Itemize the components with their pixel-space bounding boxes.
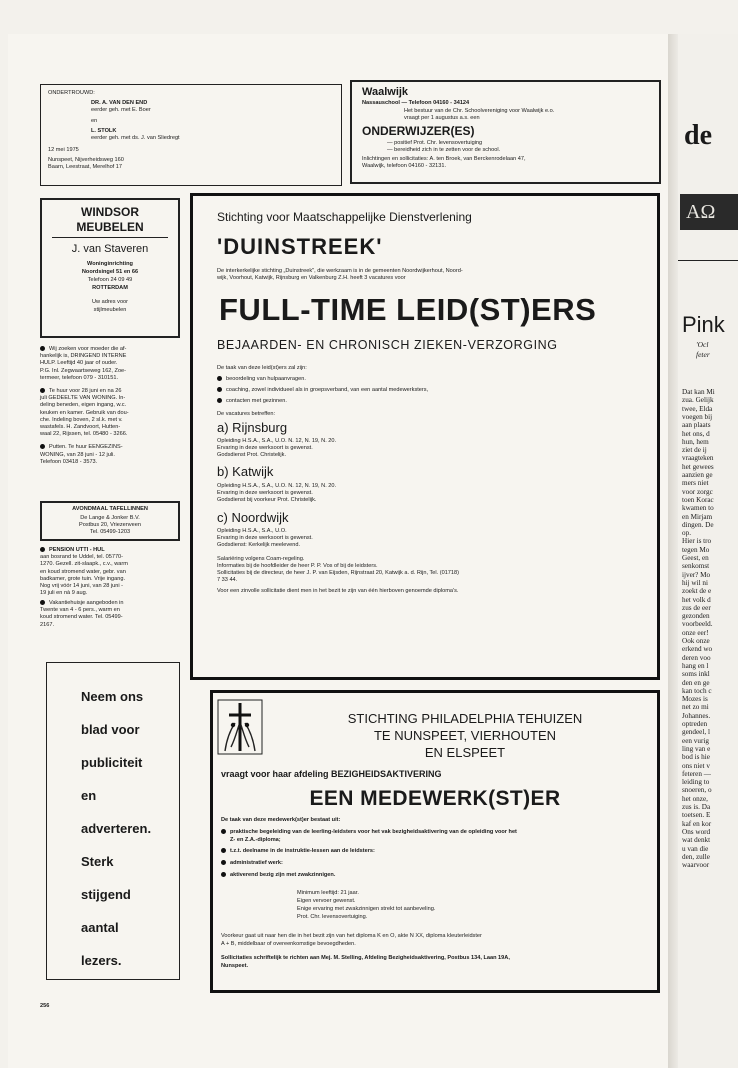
groom-note: eerder geh. met E. Boer bbox=[91, 107, 151, 113]
duinstreek-task: De taak van deze leid(st)ers zal zijn: bbox=[217, 365, 307, 371]
wedding-date: 12 mei 1975 bbox=[48, 147, 79, 153]
right-article-line: voor zorgc bbox=[682, 487, 713, 496]
right-article-line: tegen Mo bbox=[682, 545, 710, 554]
classified-2-line: deling beneden, eigen ingang, w.c. bbox=[40, 402, 127, 409]
right-article-line: optreden bbox=[682, 720, 708, 728]
right-article-line: leiding to bbox=[682, 778, 710, 787]
right-article-line: soms inkl bbox=[682, 670, 710, 679]
address-2: Baarn, Leestraat, Merelhof 17 bbox=[48, 164, 123, 170]
philadelphia-bullet-1b: Z- en Z.A.-diploma; bbox=[230, 837, 281, 843]
right-article-line: ijver? Mo bbox=[682, 570, 711, 579]
duinstreek-headline: FULL-TIME LEID(ST)ERS bbox=[219, 292, 597, 327]
right-article-line: Johannes. bbox=[682, 711, 711, 720]
classified-bullet bbox=[40, 444, 45, 449]
neem-ons-line: blad voor bbox=[81, 722, 140, 737]
right-article-line: het onze, bbox=[682, 794, 708, 803]
vakantie-bullet bbox=[40, 600, 45, 605]
windsor-l5: Uw adres voor bbox=[91, 299, 129, 305]
right-sub1: 'Ocl bbox=[696, 340, 709, 349]
classified-1-line: termeer, telefoon 079 - 310151. bbox=[40, 374, 119, 381]
vacancy-b2: Ervaring in deze werksoort is gewenst. bbox=[217, 490, 313, 496]
duinstreek-info: Informaties bij de hoofdleider de heer P. P. Vos of bij de leidsters. bbox=[217, 563, 378, 569]
vacancy-b: b) Katwijk bbox=[217, 464, 274, 479]
right-article-line: wat denkt bbox=[682, 836, 711, 845]
right-article-line: mers niet bbox=[682, 479, 709, 488]
waalwijk-title: Waalwijk bbox=[362, 86, 409, 98]
vacancy-a1: Opleiding H.S.A., S.A., U.O. N. 12, N. 19, N. 20. bbox=[217, 438, 337, 444]
tafellinnen-l1: De Lange & Jonker B.V. bbox=[80, 515, 140, 521]
philadelphia-title1: STICHTING PHILADELPHIA TEHUIZEN bbox=[347, 711, 583, 726]
neem-ons-line: aantal bbox=[81, 920, 119, 935]
waalwijk-info2: Waalwijk, telefoon 04160 - 32131. bbox=[362, 163, 447, 169]
right-article-line: dingen. De bbox=[682, 520, 714, 529]
right-article-line: waarvoor bbox=[682, 861, 710, 870]
vacancy-c3: Godsdienst: Kerkelijk meelevend. bbox=[217, 542, 301, 548]
duinstreek-sollicitatie: Sollicitaties bij de directeur, de heer J. P. van Eijsden, Rijnstraat 20, Katwijk a. d. Rijn, Tel. (01718) bbox=[217, 570, 460, 576]
right-article-line: ons niet v bbox=[682, 761, 710, 770]
right-masthead: de bbox=[684, 120, 712, 151]
right-article-line: zoekt de e bbox=[682, 587, 712, 596]
duinstreek-name: 'DUINSTREEK' bbox=[217, 234, 383, 259]
classified-bullet bbox=[40, 346, 45, 351]
waalwijk-job: ONDERWIJZER(ES) bbox=[362, 124, 475, 138]
right-article-line: senkomst bbox=[682, 562, 710, 571]
right-article-line: zua. Gelijk bbox=[682, 396, 714, 405]
waalwijk-line1: Het bestuur van de Chr. Schoolvereniging voor Waalwijk e.o. bbox=[404, 108, 555, 114]
pension-bullet bbox=[40, 547, 45, 552]
windsor-name: J. van Staveren bbox=[71, 243, 149, 255]
right-article-line: net zo mi bbox=[682, 703, 709, 712]
vacancy-b3: Godsdienst bij voorkeur Prot. Christelijk. bbox=[217, 497, 317, 503]
vacancy-c1: Opleiding H.S.A., S.A., U.O. bbox=[217, 528, 287, 534]
vacancy-a2: Ervaring in deze werksoort is gewenst. bbox=[217, 445, 313, 451]
windsor-l4: ROTTERDAM bbox=[92, 285, 128, 291]
right-article-line: toetsen. E bbox=[682, 811, 711, 820]
windsor-l1: Woninginrichting bbox=[87, 261, 133, 267]
right-article-line: ziet de ij bbox=[682, 446, 707, 455]
right-article-line: ling van e bbox=[682, 744, 711, 753]
vacancy-c2: Ervaring in deze werksoort is gewenst. bbox=[217, 535, 313, 541]
philadelphia-logo bbox=[217, 699, 263, 755]
windsor-l6: stijlmeubelen bbox=[93, 307, 127, 313]
right-article-line: den, zulle bbox=[682, 852, 710, 861]
tafellinnen-title: AVONDMAAL TAFELLINNEN bbox=[72, 506, 148, 512]
classified-1-line: P.G. Inl. Zegwaartseweg 162, Zoe- bbox=[40, 367, 127, 374]
right-article-line: hun, hem bbox=[682, 437, 709, 446]
tafellinnen-l3: Tel. 05499-1203 bbox=[89, 529, 131, 535]
waalwijk-ad bbox=[350, 80, 661, 184]
bride-name: L. STOLK bbox=[91, 128, 117, 134]
philadelphia-sol1: Sollicitaties schriftelijk te richten aan Mej. M. Stelling, Afdeling Bezigheidsaktivering, Postbus 134, Laan 19A, bbox=[221, 955, 510, 961]
right-article-line: het ons, d bbox=[682, 429, 710, 438]
duinstreek-sub: BEJAARDEN- EN CHRONISCH ZIEKEN-VERZORGING bbox=[217, 338, 558, 352]
bride-note: eerder geh. met ds. J. van Sliedregt bbox=[91, 135, 180, 141]
right-article-line: Geest, en bbox=[682, 554, 709, 562]
vakantie-line: koud stromend water. Tel. 05499- bbox=[40, 614, 123, 621]
philadelphia-title3: EN ELSPEET bbox=[424, 745, 506, 760]
duinstreek-salary: Salariëring volgens Coam-regeling. bbox=[217, 556, 305, 562]
duinstreek-bullet-1: beoordeling van hulpaanvragen. bbox=[217, 376, 306, 383]
philadelphia-m1: Minimum leeftijd: 21 jaar. bbox=[297, 890, 359, 896]
classified-1-line: hankelijk is, DRINGEND INTERNE bbox=[40, 353, 127, 360]
philadelphia-ad bbox=[210, 690, 660, 993]
waalwijk-req1: — positief Prot. Chr. levensovertuiging bbox=[387, 140, 483, 146]
right-article-line: onze eer! bbox=[682, 628, 709, 637]
classified-3-line: Putten. Te huur EENGEZINS- bbox=[40, 444, 123, 451]
classified-3-line: Telefoon 03418 - 3573. bbox=[40, 458, 98, 465]
right-article-line: toen Korac bbox=[682, 495, 714, 504]
right-heading: Pink bbox=[682, 312, 725, 337]
tafellinnen-ad bbox=[40, 501, 180, 541]
right-article-line: Dat kan Mi bbox=[682, 388, 715, 396]
groom-name: DR. A. VAN DEN END bbox=[91, 100, 148, 106]
windsor-title2: MEUBELEN bbox=[76, 220, 144, 234]
right-banner bbox=[680, 194, 738, 230]
right-article-line: en Mirjam bbox=[682, 512, 713, 521]
neem-ons-line: publiciteit bbox=[81, 755, 143, 770]
neem-ons-line: en bbox=[81, 788, 97, 803]
right-article-line: het gewees bbox=[682, 462, 714, 471]
right-article-line: op. bbox=[682, 529, 691, 538]
right-article-line: deren voo bbox=[682, 653, 711, 662]
right-article-line: kan toch c bbox=[682, 686, 712, 695]
philadelphia-headline: EEN MEDEWERK(ST)ER bbox=[309, 787, 561, 810]
pension-line: PENSION UTTI - HUL bbox=[40, 547, 105, 554]
right-article-line: den en ge bbox=[682, 678, 710, 687]
neem-ons-line: lezers. bbox=[81, 953, 122, 968]
duinstreek-vac: De vacatures betreffen: bbox=[217, 411, 276, 417]
philadelphia-v1: Voorkeur gaat uit naar hen die in het bezit zijn van het diploma K en O, akte N XX, diploma kleuterleidster bbox=[221, 933, 482, 939]
right-article-line: Mozes is bbox=[682, 695, 708, 704]
address-1: Nunspeet, Nijverheidsweg 160 bbox=[48, 157, 124, 163]
classified-2-line: Te huur voor 28 juni en na 26 bbox=[40, 388, 121, 395]
neem-ons-line: Sterk bbox=[81, 854, 114, 869]
right-article-line: u van die bbox=[682, 844, 709, 853]
classified-2-line: juli GEDEELTE VAN WONING. In- bbox=[40, 395, 126, 402]
right-article-line: hang en l bbox=[682, 661, 709, 670]
pension-line: badkamer, grote tuin. Vrije ingang. bbox=[40, 575, 125, 582]
classified-bullet bbox=[40, 388, 45, 393]
neem-ons-line: stijgend bbox=[81, 887, 131, 902]
vacancy-c: c) Noordwijk bbox=[217, 510, 289, 525]
right-banner-text: ΑΩ bbox=[686, 201, 716, 223]
pension-line: 19 juli en nà 9 aug. bbox=[40, 590, 88, 597]
right-article-line: twee, Elda bbox=[682, 404, 713, 413]
page-number: 256 bbox=[40, 1003, 50, 1009]
right-article-line: vraagteken bbox=[682, 454, 714, 463]
pension-line: aan bosrand te Uddel, tel. 05770- bbox=[40, 554, 124, 561]
philadelphia-bullet-3: administratief werk: bbox=[221, 860, 283, 867]
right-article-line: voegen bij bbox=[682, 412, 713, 421]
right-article-line: snoeren, o bbox=[682, 786, 712, 795]
philadelphia-bullet-2: t.z.t. deelname in de instruktie-lessen aan de leidsters: bbox=[221, 848, 375, 855]
classified-2-line: che. Indeling boven, 2 sl.k. met v. bbox=[40, 416, 123, 423]
classified-3-line: WONING, van 28 juni - 12 juli. bbox=[40, 451, 115, 458]
right-article-line: aanzien ge bbox=[682, 471, 713, 479]
neem-ons-ad bbox=[46, 662, 180, 980]
classified-2-line: wastafels. H. Zandvoort, Hutten- bbox=[40, 424, 121, 430]
neem-ons-line: adverteren. bbox=[81, 821, 152, 836]
philadelphia-v2: A + B, middelbaar of overeenkomstige bevoegdheden. bbox=[221, 941, 356, 947]
right-article-line: hij wil ni bbox=[682, 578, 708, 587]
duinstreek-bullet-3: contacten met gezinnen. bbox=[217, 398, 287, 405]
duinstreek-org: Stichting voor Maatschappelijke Dienstverlening bbox=[217, 210, 472, 224]
windsor-l3: Telefoon 24 09 49 bbox=[87, 277, 133, 283]
philadelphia-m2: Eigen vervoer gewenst. bbox=[297, 898, 356, 904]
pension-line: en koud stromend water, gebr. van bbox=[40, 568, 126, 575]
waalwijk-line2: vraagt per 1 augustus a.s. een bbox=[404, 115, 480, 121]
right-article-line: gendeel, l bbox=[682, 728, 710, 737]
philadelphia-sol2: Nunspeet. bbox=[221, 963, 249, 969]
philadelphia-vraagt: vraagt voor haar afdeling BEZIGHEIDSAKTIVERING bbox=[221, 769, 442, 779]
right-article-line: voorbeeld. bbox=[682, 620, 713, 629]
pension-line: Nog vrij vóór 14 juni, van 28 juni - bbox=[40, 583, 124, 589]
duinstreek-ad bbox=[190, 193, 660, 680]
philadelphia-bullet-4: aktiverend bezig zijn met zwakzinnigen. bbox=[221, 872, 335, 879]
classified-1-line: HULP. Leeftijd 40 jaar of ouder. bbox=[40, 360, 118, 367]
vacancy-a: a) Rijnsburg bbox=[217, 420, 288, 435]
waalwijk-info1: Inlichtingen en sollicitaties: A. ten Broek, van Berckenrodelaan 47, bbox=[362, 156, 526, 162]
windsor-l2: Noordsingel 51 en 66 bbox=[81, 269, 139, 275]
right-article-line: bod is hie bbox=[682, 753, 710, 762]
vacancy-b1: Opleiding H.S.A., S.A., U.O. N. 12, N. 19, N. 20. bbox=[217, 483, 337, 489]
philadelphia-title2: TE NUNSPEET, VIERHOUTEN bbox=[373, 728, 557, 743]
ondertrouwd-ad bbox=[40, 84, 342, 186]
vacancy-a3: Godsdienst Prot. Christelijk. bbox=[217, 452, 287, 458]
philadelphia-bullet-1: praktische begeleiding van de leerling-leidsters voor het vak bezigheidsaktivering van de opleiding voor het bbox=[221, 829, 517, 836]
philadelphia-m4: Prot. Chr. levensovertuiging. bbox=[297, 914, 368, 920]
right-article-line: het volk d bbox=[682, 595, 711, 604]
ondertrouwd-head: ONDERTROUWD: bbox=[48, 90, 95, 96]
philadelphia-m3: Enige ervaring met zwakzinnigen strekt tot aanbeveling. bbox=[297, 906, 436, 912]
philadelphia-task: De taak van deze medewerk(st)er bestaat uit: bbox=[221, 817, 341, 823]
duinstreek-bullet-2: coaching, zowel individueel als in groepsverband, van een aantal medewerksters, bbox=[217, 387, 428, 394]
waalwijk-school: Nassauschool — Telefoon 04160 - 34124 bbox=[362, 100, 470, 106]
right-article-line: Hier is tro bbox=[682, 537, 712, 546]
right-sub2: feter bbox=[696, 350, 710, 359]
neem-ons-line: Neem ons bbox=[81, 689, 144, 704]
right-article-line: aan plaats bbox=[682, 421, 711, 430]
vakantie-line: Twente van 4 - 6 pers., warm en bbox=[40, 607, 120, 614]
right-article-line: Ook onze bbox=[682, 637, 710, 645]
vakantie-line: 2167. bbox=[40, 621, 54, 628]
classified-2-line: keuken en kamer. Gebruik van dou- bbox=[40, 409, 129, 416]
waalwijk-req2: — bereidheid zich in te zetten voor de school. bbox=[387, 147, 501, 153]
windsor-title1: WINDSOR bbox=[81, 205, 139, 219]
duinstreek-phone: 7 33 44. bbox=[217, 577, 238, 583]
duinstreek-note: Voor een zinvolle sollicitatie dient men in het bezit te zijn van één hierboven genoemde diploma's. bbox=[217, 588, 459, 594]
right-article-line: feteren — bbox=[682, 769, 711, 778]
and-text: en bbox=[91, 118, 98, 124]
pension-line: 1270. Gezell. zit-slaapk., c.v., warm bbox=[40, 561, 128, 568]
right-page bbox=[678, 34, 738, 1068]
right-article-line: een vurig bbox=[682, 736, 709, 745]
right-article-line: zus is. Da bbox=[682, 803, 711, 811]
right-article-line: kaf en kor bbox=[682, 819, 712, 828]
right-article-line: zus de eer bbox=[682, 603, 711, 612]
right-article-line: kwamen to bbox=[682, 504, 714, 513]
right-article-line: gezonden bbox=[682, 612, 710, 621]
right-article-line: erkend wo bbox=[682, 645, 713, 654]
vakantie-line: Vakantiehuisje aangeboden in bbox=[40, 600, 124, 607]
tafellinnen-l2: Postbus 20, Vriezenveen bbox=[79, 522, 141, 528]
duinstreek-intro1: De interkerkelijke stichting „Duinstreek", die werkzaam is in de gemeenten Noordwijkerhout, Noord- bbox=[217, 268, 463, 274]
duinstreek-intro2: wijk, Voorhout, Katwijk, Rijnsburg en Valkenburg Z.H. heeft 3 vacatures voor bbox=[217, 275, 406, 281]
classified-2-line: waal 22, Rijssen, tel. 05480 - 3266. bbox=[40, 431, 128, 438]
classified-1-line: Wij zoeken voor moeder die af- bbox=[40, 346, 126, 353]
windsor-ad bbox=[40, 198, 180, 338]
right-article-line: Ons word bbox=[682, 827, 711, 836]
